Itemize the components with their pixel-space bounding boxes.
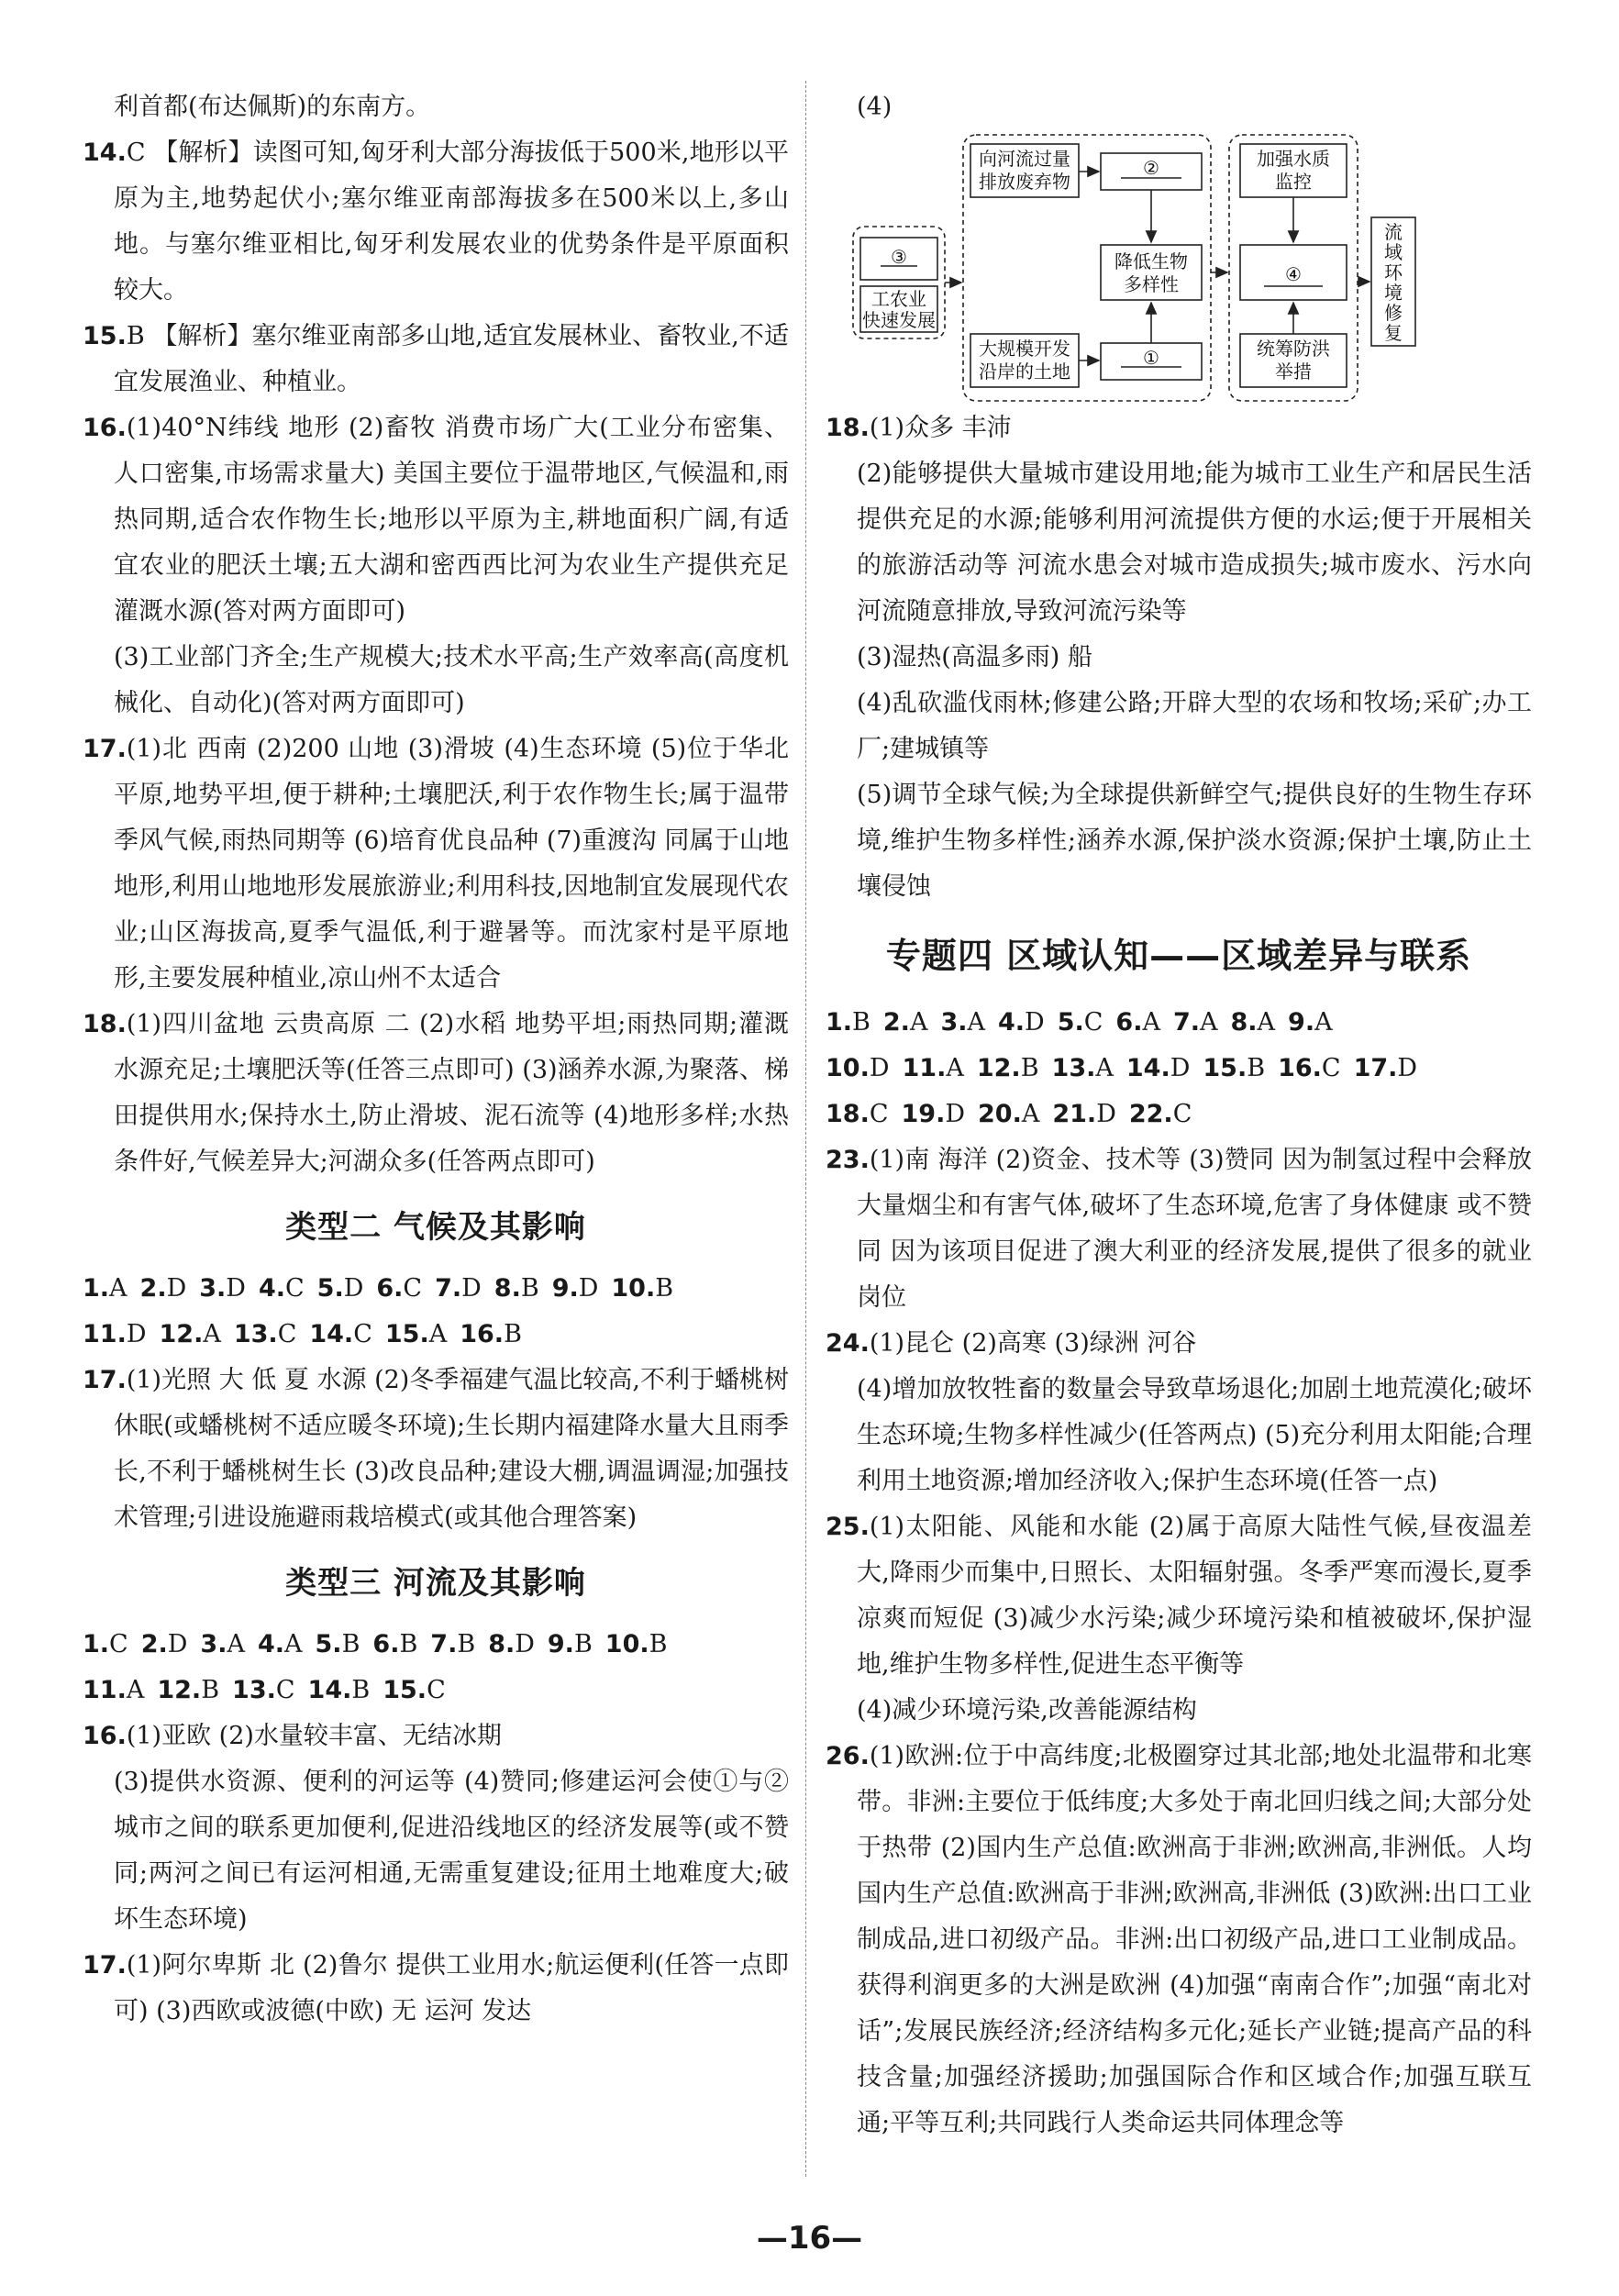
choice-answer <box>998 1008 1045 1037</box>
choice-answer <box>383 1676 446 1704</box>
answer-letter: D <box>1397 1054 1418 1082</box>
answer-letter: B <box>201 1676 220 1704</box>
choice-answer <box>548 1630 593 1658</box>
choice-answer <box>1203 1054 1265 1082</box>
question-number: 5. <box>315 1630 342 1658</box>
choice-answers-row <box>826 1000 1532 1046</box>
answer-letter: A <box>909 1008 928 1037</box>
answer-18-part2: (2)能够提供大量城市建设用地;能为城市工业生产和居民生活提供充足的水源;能够利用河流提供方便的水运;便于开展相关的旅游活动等 河流水患会对城市造成损失;城市废水、污水向河流随意排放,导致河流污染等 <box>857 460 1532 626</box>
answer-letter: D <box>1170 1054 1191 1082</box>
answer-letter: A <box>428 1320 448 1348</box>
answer-letter: C <box>1083 1008 1103 1037</box>
answer-letter: A <box>126 1676 145 1704</box>
choice-answer <box>605 1630 668 1658</box>
question-number: 20. <box>978 1100 1022 1128</box>
question-number: 6. <box>372 1630 400 1658</box>
choice-answers-row <box>826 1092 1532 1137</box>
label-2: ② <box>1143 157 1159 179</box>
choice-answers-row <box>83 1266 789 1312</box>
answer-letter: C <box>1321 1054 1341 1082</box>
answer-letter: D <box>515 1630 535 1658</box>
question-number: 13. <box>233 1320 278 1348</box>
answer-letter: A <box>1314 1008 1333 1037</box>
answer-letter: D <box>126 1320 147 1348</box>
answer-letter: D <box>167 1630 188 1658</box>
flow-diagram <box>826 130 1532 405</box>
choice-answer <box>1052 1054 1114 1082</box>
answer-23: 23.(1)南 海洋 (2)资金、技术等 (3)赞同 因为制氢过程中会释放大量烟尘和有害气体,破坏了生态环境,危害了身体健康 或不赞同 因为该项目促进了澳大利亚的经济发展,提供了很多的就业岗位 <box>826 1146 1532 1312</box>
choice-answer <box>903 1054 964 1082</box>
label-restore-char: 修 <box>1384 302 1403 324</box>
question-number: 11. <box>902 1054 947 1082</box>
question-number: 4. <box>258 1274 285 1303</box>
question-number: 14. <box>307 1676 352 1704</box>
choice-answer <box>1115 1008 1160 1037</box>
question-number: 11. <box>83 1320 127 1348</box>
left-column <box>83 84 789 2035</box>
choice-answer <box>385 1320 447 1348</box>
answer-letter: A <box>946 1054 964 1082</box>
question-number: 16. <box>1278 1054 1322 1082</box>
question-number: 3. <box>940 1008 968 1037</box>
label-agri-2: 快速发展 <box>862 309 936 331</box>
column-divider <box>805 81 806 2177</box>
answer-17: 17.(1)北 西南 (2)200 山地 (3)滑坡 (4)生态环境 (5)位于华北平原,地势平坦,便于耕种;土壤肥沃,利于农作物生长;属于温带季风气候,雨热同期等 (6)培育优良品种 (7)重渡沟 同属于山地地形,利用山地地形发展旅游业;利用科技,因地制宜发展现代农业;山区海拔高,夏季气温低,利于避暑等。而沈家村是平原地形,主要发展种植业,凉山州不太适合 <box>83 735 789 993</box>
choice-answer <box>978 1100 1039 1128</box>
question-number: 11. <box>83 1676 127 1704</box>
label-agri-1: 工农业 <box>871 288 926 310</box>
choice-answer <box>232 1676 295 1704</box>
answer-letter: A <box>967 1008 985 1037</box>
question-number: 12. <box>157 1676 202 1704</box>
question-number: 8. <box>1230 1008 1258 1037</box>
question-number: 6. <box>1115 1008 1143 1037</box>
question-number: 13. <box>1051 1054 1096 1082</box>
choice-answer <box>883 1008 928 1037</box>
choice-answer <box>83 1630 128 1658</box>
question-number: 18. <box>826 1100 870 1128</box>
choice-answer <box>488 1630 535 1658</box>
choice-answer <box>308 1676 371 1704</box>
answer-16-type3: 16.(1)亚欧 (2)水量较丰富、无结冰期 <box>83 1722 502 1750</box>
answer-17-type2: 17.(1)光照 大 低 夏 水源 (2)冬季福建气温比较高,不利于蟠桃树休眠(或蟠桃树不适应暖冬环境);生长期内福建降水量大且雨季长,不利于蟠桃树生长 (3)改良品种;建设大棚,调温调湿;加强技术管理;引进设施避雨栽培模式(或其他合理答案) <box>83 1366 789 1532</box>
answer-letter: B <box>520 1274 539 1303</box>
answer-letter: B <box>341 1630 360 1658</box>
choice-answer <box>259 1274 305 1303</box>
choice-answer <box>494 1274 539 1303</box>
label-restore-char: 环 <box>1384 261 1403 283</box>
answer-letter: B <box>649 1630 668 1658</box>
choice-answer <box>826 1008 870 1037</box>
choice-answer <box>83 1320 147 1348</box>
answer-letter: A <box>227 1630 245 1658</box>
choice-answers-row <box>826 1046 1532 1092</box>
answer-letter: C <box>277 1320 297 1348</box>
choice-answer <box>1058 1008 1103 1037</box>
answer-letter: A <box>1095 1054 1114 1082</box>
question-number: 2. <box>139 1274 167 1303</box>
choice-answer <box>1129 1100 1192 1128</box>
label-restore-char: 复 <box>1384 322 1403 344</box>
page-number: —16— <box>756 2220 863 2257</box>
choice-answer <box>1288 1008 1333 1037</box>
choice-answers-row <box>83 1668 789 1714</box>
question-number: 8. <box>488 1630 516 1658</box>
question-number: 3. <box>200 1630 227 1658</box>
question-number: 10. <box>826 1054 870 1082</box>
label-flood-1: 统筹防洪 <box>1257 338 1330 360</box>
choice-answer <box>376 1274 422 1303</box>
label-bio-2: 多样性 <box>1124 273 1179 295</box>
answer-25-part: (4)减少环境污染,改善能源结构 <box>857 1696 1197 1725</box>
label-river-1: 向河流过量 <box>979 148 1070 170</box>
answer-18-part3: (3)湿热(高温多雨) 船 <box>857 643 1092 671</box>
flow-diagram-svg <box>826 130 1532 405</box>
section-title-topic4: 专题四 区域认知——区域差异与联系 <box>885 936 1472 976</box>
answer-letter: C <box>1172 1100 1192 1128</box>
question-number: 9. <box>547 1630 574 1658</box>
section-title-type3: 类型三 河流及其影响 <box>285 1565 586 1602</box>
question-number: 5. <box>316 1274 344 1303</box>
label-restore-char: 流 <box>1384 221 1403 243</box>
choice-answer <box>140 1274 187 1303</box>
section-title-type2: 类型二 气候及其影响 <box>285 1209 586 1246</box>
answer-letter: C <box>285 1274 305 1303</box>
answer-letter: B <box>504 1320 522 1348</box>
choice-answer <box>435 1274 482 1303</box>
answer-24-part: (4)增加放牧牲畜的数量会导致草场退化;加剧土地荒漠化;破坏生态环境;生物多样性减少(任答两点) (5)充分利用太阳能;合理利用土地资源;增加经济收入;保护生态环境(任答一点) <box>857 1375 1532 1495</box>
answer-18-right: 18.(1)众多 丰沛 <box>826 414 1012 442</box>
label-3: ③ <box>891 246 907 268</box>
choice-answer <box>1231 1008 1276 1037</box>
label-4: ④ <box>1285 263 1302 285</box>
question-number: 14. <box>309 1320 354 1348</box>
question-number: 7. <box>430 1630 458 1658</box>
choice-answer <box>157 1676 219 1704</box>
label-1: ① <box>1143 347 1159 369</box>
question-number: 6. <box>376 1274 404 1303</box>
label-river-2: 排放废弃物 <box>979 171 1070 193</box>
answer-letter: B <box>655 1274 674 1303</box>
question-number: 12. <box>976 1054 1021 1082</box>
choice-answer <box>83 1676 144 1704</box>
choice-answer <box>200 1630 245 1658</box>
answer-16-type3-part: (3)提供水资源、便利的河运等 (4)赞同;修建运河会使①与②城市之间的联系更加便利,促进沿线地区的经济发展等(或不赞同;两河之间已有运河相通,无需重复建设;征用土地难度大;破坏生态环境) <box>114 1768 789 1934</box>
right-column <box>826 84 1532 2146</box>
answer-letter: D <box>1025 1008 1045 1037</box>
choice-answer <box>258 1630 303 1658</box>
question-number: 9. <box>1288 1008 1315 1037</box>
choice-answer <box>1173 1008 1218 1037</box>
answer-letter: C <box>403 1274 423 1303</box>
answer-16-part3: (3)工业部门齐全;生产规模大;技术水平高;生产效率高(高度机械化、自动化)(答对两方面即可) <box>114 643 789 717</box>
question-number: 22. <box>1128 1100 1173 1128</box>
question-4-label: (4) <box>857 93 893 121</box>
answer-letter: A <box>1200 1008 1218 1037</box>
answer-letter: D <box>226 1274 246 1303</box>
question-number: 17. <box>1353 1054 1398 1082</box>
question-number: 4. <box>997 1008 1026 1037</box>
question-number: 10. <box>604 1630 649 1658</box>
question-number: 8. <box>493 1274 521 1303</box>
question-number: 1. <box>826 1008 853 1037</box>
answer-26: 26.(1)欧洲:位于中高纬度;北极圈穿过其北部;地处北温带和北寒带。非洲:主要位于低纬度;大多处于南北回归线之间;大部分处于热带 (2)国内生产总值:欧洲高于非洲;欧洲高,非洲低。人均国内生产总值:欧洲高于非洲;欧洲高,非洲低 (3)欧洲:出口工业制成品,进口初级产品。非洲:出口初级产品,进口工业制成品。获得利润更多的大洲是欧洲 (4)加强“南南合作”;加强“南北对话”;发展民族经济;经济结构多元化;延长产业链;提高产品的科技含量;加强经济援助;加强国际合作和区域合作;加强互联互通;平等互利;共同践行人类命运共同体理念等 <box>826 1742 1532 2137</box>
answer-letter: C <box>427 1676 446 1704</box>
question-number: 7. <box>1172 1008 1200 1037</box>
question-number: 16. <box>460 1320 505 1348</box>
answer-25: 25.(1)太阳能、风能和水能 (2)属于高原大陆性气候,昼夜温差大,降雨少而集中,日照长、太阳辐射强。冬季严寒而漫长,夏季凉爽而短促 (3)减少水污染;减少环境污染和植被破坏,保护湿地,维护生物多样性,促进生态平衡等 <box>826 1513 1532 1679</box>
answer-letter: B <box>351 1676 371 1704</box>
answer-letter: C <box>109 1630 128 1658</box>
question-number: 10. <box>611 1274 656 1303</box>
answer-18: 18.(1)四川盆地 云贵高原 二 (2)水稻 地势平坦;雨热同期;灌溉水源充足;土壤肥沃等(任答三点即可) (3)涵养水源,为聚落、梯田提供用水;保持水土,防止滑坡、泥石流等 (4)地形多样;水热条件好,气候差异大;河湖众多(任答两点即可) <box>83 1010 789 1176</box>
answer-letter: C <box>869 1100 889 1128</box>
choice-answer <box>160 1320 221 1348</box>
choice-answer <box>611 1274 673 1303</box>
answer-letter: B <box>573 1630 593 1658</box>
question-number: 2. <box>140 1630 168 1658</box>
label-restore-char: 域 <box>1384 241 1403 263</box>
choice-answer <box>940 1008 985 1037</box>
choice-answer <box>552 1274 599 1303</box>
choice-answer <box>199 1274 246 1303</box>
choice-answer <box>1354 1054 1418 1082</box>
answer-letter: B <box>1020 1054 1039 1082</box>
question-number: 15. <box>1203 1054 1248 1082</box>
choice-answer <box>460 1320 522 1348</box>
choice-answers-row <box>83 1312 789 1358</box>
label-water-2: 监控 <box>1275 171 1312 193</box>
question-number: 12. <box>159 1320 204 1348</box>
answer-letter: C <box>353 1320 372 1348</box>
choice-answer <box>83 1274 128 1303</box>
question-number: 3. <box>199 1274 227 1303</box>
answer-letter: A <box>203 1320 221 1348</box>
question-number: 5. <box>1057 1008 1084 1037</box>
answer-18-part4: (4)乱砍滥伐雨林;修建公路;开辟大型的农场和牧场;采矿;办工厂;建城镇等 <box>857 689 1532 763</box>
choice-answer <box>1052 1100 1116 1128</box>
question-number: 1. <box>83 1274 110 1303</box>
choice-answer <box>372 1630 417 1658</box>
answer-24: 24.(1)昆仑 (2)高寒 (3)绿洲 河谷 <box>826 1329 1197 1358</box>
question-number: 15. <box>384 1320 429 1348</box>
answer-letter: B <box>852 1008 870 1037</box>
answer-letter: B <box>399 1630 418 1658</box>
label-bio-1: 降低生物 <box>1114 250 1188 272</box>
answer-letter: D <box>166 1274 187 1303</box>
choice-answer <box>826 1054 890 1082</box>
label-restore-char: 境 <box>1384 282 1403 304</box>
choice-answer <box>826 1100 889 1128</box>
label-water-1: 加强水质 <box>1257 148 1330 170</box>
label-dev-2: 沿岸的土地 <box>979 360 1070 383</box>
answer-letter: B <box>1247 1054 1266 1082</box>
answer-16: 16.(1)40°N纬线 地形 (2)畜牧 消费市场广大(工业分布密集、人口密集,市场需求量大) 美国主要位于温带地区,气候温和,雨热同期,适合农作物生长;地形以平原为主,耕地面积广阔,有适宜农业的肥沃土壤;五大湖和密西西比河为农业生产提供充足灌溉水源(答对两方面即可) <box>83 414 789 626</box>
choice-answer <box>317 1274 364 1303</box>
question-number: 13. <box>232 1676 276 1704</box>
choice-answers-row <box>83 1622 789 1668</box>
answer-15: 15.B 【解析】塞尔维亚南部多山地,适宜发展林业、畜牧业,不适宜发展渔业、种植业。 <box>83 322 789 396</box>
question-number: 19. <box>901 1100 946 1128</box>
answer-letter: B <box>457 1630 476 1658</box>
question-number: 4. <box>257 1630 285 1658</box>
answer-letter: A <box>284 1630 303 1658</box>
choice-answer <box>977 1054 1039 1082</box>
choice-answer <box>309 1320 372 1348</box>
answer-letter: A <box>1257 1008 1276 1037</box>
answer-letter: D <box>461 1274 482 1303</box>
choice-answer <box>1126 1054 1191 1082</box>
choice-answer <box>316 1630 360 1658</box>
question-number: 14. <box>1126 1054 1170 1082</box>
choice-answer <box>902 1100 966 1128</box>
choice-answer <box>430 1630 475 1658</box>
answer-letter: D <box>869 1054 890 1082</box>
choice-answer <box>141 1630 188 1658</box>
answer-letter: C <box>275 1676 295 1704</box>
answer-letter: D <box>343 1274 364 1303</box>
answer-18-part5: (5)调节全球气候;为全球提供新鲜空气;提供良好的生物生存环境,维护生物多样性;涵养水源,保护淡水资源;保护土壤,防止土壤侵蚀 <box>857 781 1532 901</box>
label-flood-2: 举措 <box>1275 360 1312 383</box>
choice-answer <box>1278 1054 1341 1082</box>
answer-letter: D <box>945 1100 966 1128</box>
answer-letter: A <box>109 1274 128 1303</box>
answer-letter: D <box>578 1274 599 1303</box>
question-number: 1. <box>83 1630 110 1658</box>
continued-text: 利首都(布达佩斯)的东南方。 <box>114 93 431 121</box>
question-number: 21. <box>1052 1100 1097 1128</box>
label-dev-1: 大规模开发 <box>979 338 1070 360</box>
answer-letter: A <box>1142 1008 1160 1037</box>
question-number: 9. <box>551 1274 579 1303</box>
question-number: 7. <box>435 1274 462 1303</box>
answer-letter: D <box>1096 1100 1116 1128</box>
answer-14: 14.C 【解析】读图可知,匈牙利大部分海拔低于500米,地形以平原为主,地势起伏小;塞尔维亚南部海拔多在500米以上,多山地。与塞尔维亚相比,匈牙利发展农业的优势条件是平原面积较大。 <box>83 139 789 305</box>
question-number: 15. <box>383 1676 427 1704</box>
choice-answer <box>234 1320 297 1348</box>
answer-letter: A <box>1021 1100 1040 1128</box>
answer-17-type3: 17.(1)阿尔卑斯 北 (2)鲁尔 提供工业用水;航运便利(任答一点即可) (3)西欧或波德(中欧) 无 运河 发达 <box>83 1951 789 2025</box>
question-number: 2. <box>882 1008 910 1037</box>
